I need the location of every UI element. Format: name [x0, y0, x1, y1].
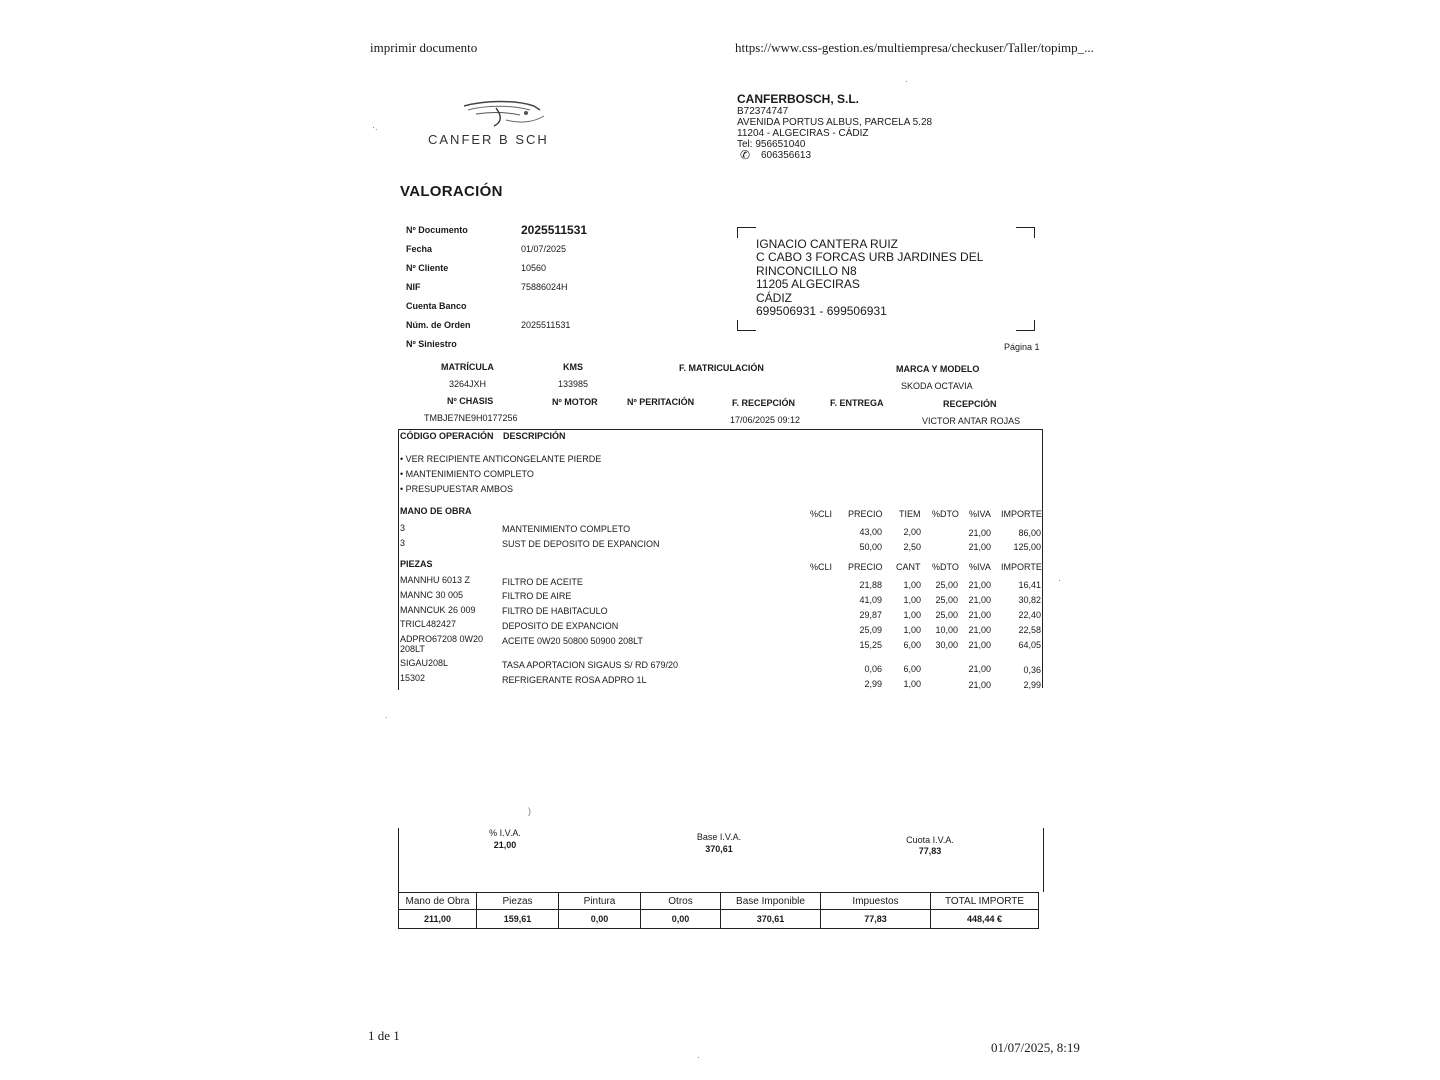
labor-section-title: MANO DE OBRA	[400, 506, 472, 516]
totals-header-impuestos: Impuestos	[821, 893, 931, 910]
scan-speck: ·	[1058, 575, 1061, 585]
part-desc: FILTRO DE AIRE	[502, 591, 572, 601]
logo-wordmark: CANFER B SCH	[428, 132, 549, 147]
vat-base-value: 370,61	[705, 844, 733, 854]
labor-col-iva: %IVA	[969, 509, 991, 519]
totals-mano-obra: 211,00	[399, 910, 477, 929]
totals-header-row	[399, 893, 1039, 910]
part-importe: 16,41	[1018, 580, 1041, 590]
part-desc: FILTRO DE ACEITE	[502, 577, 583, 587]
vehicle-header-chasis: Nº CHASIS	[447, 396, 494, 406]
part-precio: 15,25	[859, 640, 882, 650]
canferbosch-logo-icon	[456, 96, 552, 130]
part-cant: 1,00	[903, 610, 921, 620]
client-province: CÁDIZ	[756, 290, 792, 305]
part-code: SIGAU208L	[400, 658, 449, 668]
part-precio: 21,88	[859, 580, 882, 590]
field-label-documento: Nº Documento	[406, 225, 468, 235]
print-footer-datetime: 01/07/2025, 8:19	[991, 1040, 1080, 1055]
company-address: AVENIDA PORTUS ALBUS, PARCELA 5.28	[737, 117, 933, 128]
part-code-line-2: 208LT	[400, 644, 425, 654]
part-importe: 2,99	[1023, 680, 1041, 690]
labor-code: 3	[400, 523, 406, 533]
totals-header-otros: Otros	[641, 893, 721, 910]
parts-section-title: PIEZAS	[400, 559, 433, 569]
part-cant: 6,00	[903, 664, 921, 674]
labor-iva: 21,00	[968, 528, 991, 538]
part-desc: TASA APORTACION SIGAUS S/ RD 679/20	[502, 660, 679, 670]
parts-col-importe: IMPORTE	[1001, 562, 1042, 572]
company-cif: B72374747	[737, 106, 789, 117]
totals-pintura: 0,00	[559, 910, 641, 929]
field-label-fecha: Fecha	[406, 244, 433, 254]
scan-speck: ·	[697, 1052, 700, 1062]
part-cant: 1,00	[903, 580, 921, 590]
field-label-siniestro: Nº Siniestro	[406, 339, 457, 349]
part-code: TRICL482427	[400, 619, 457, 629]
operations-header-code: CÓDIGO OPERACIÓN	[400, 431, 494, 441]
totals-header-piezas: Piezas	[477, 893, 559, 910]
vehicle-frecepcion: 17/06/2025 09:12	[730, 415, 801, 425]
field-value-nif: 75886024H	[521, 282, 568, 292]
parts-col-cli: %CLI	[810, 562, 833, 572]
company-name: CANFERBOSCH, S.L.	[737, 92, 860, 106]
vehicle-recepcion: VICTOR ANTAR ROJAS	[922, 416, 1021, 426]
part-cant: 6,00	[903, 640, 921, 650]
labor-importe: 86,00	[1018, 528, 1041, 538]
field-value-cliente: 10560	[521, 263, 547, 273]
part-dto: 25,00	[935, 580, 958, 590]
vehicle-header-recepcion: RECEPCIÓN	[943, 399, 997, 409]
vehicle-header-fmatriculacion: F. MATRICULACIÓN	[679, 363, 764, 373]
field-label-cuenta: Cuenta Banco	[406, 301, 467, 311]
labor-precio: 50,00	[859, 542, 882, 552]
totals-header-mano-obra: Mano de Obra	[399, 893, 477, 910]
page-number: Página 1	[1004, 342, 1040, 352]
scan-speck: )	[528, 806, 531, 816]
client-name: IGNACIO CANTERA RUIZ	[756, 237, 899, 251]
part-precio: 2,99	[864, 679, 882, 689]
part-precio: 41,09	[859, 595, 882, 605]
labor-tiem: 2,00	[903, 527, 921, 537]
operation-item: • MANTENIMIENTO COMPLETO	[400, 469, 534, 479]
part-dto: 30,00	[935, 640, 958, 650]
operation-item: • PRESUPUESTAR AMBOS	[400, 484, 514, 494]
scan-speck: ·.	[372, 122, 378, 132]
client-street: C CABO 3 FORCAS URB JARDINES DEL	[756, 250, 984, 265]
client-postal: 11205 ALGECIRAS	[756, 277, 860, 292]
part-importe: 30,82	[1018, 595, 1041, 605]
client-street-2: RINCONCILLO N8	[756, 263, 857, 278]
part-precio: 29,87	[859, 610, 882, 620]
scan-speck: ·	[905, 76, 908, 86]
labor-desc: MANTENIMIENTO COMPLETO	[502, 524, 631, 534]
totals-piezas: 159,61	[477, 910, 559, 929]
part-code: MANNHU 6013 Z	[400, 575, 471, 585]
part-iva: 21,00	[968, 610, 991, 620]
field-label-nif: NIF	[406, 282, 421, 292]
vehicle-header-peritacion: Nº PERITACIÓN	[627, 397, 695, 407]
part-code: MANNC 30 005	[400, 590, 464, 600]
totals-header-total: TOTAL IMPORTE	[931, 893, 1039, 910]
parts-col-cant: CANT	[896, 562, 921, 572]
totals-header-base-imponible: Base Imponible	[721, 893, 821, 910]
part-importe: 64,05	[1018, 640, 1041, 650]
totals-value-row	[399, 910, 1039, 929]
totals-otros: 0,00	[641, 910, 721, 929]
part-dto: 25,00	[935, 595, 958, 605]
client-phone: 699506931 - 699506931	[756, 304, 887, 319]
vehicle-marca-modelo: SKODA OCTAVIA	[901, 381, 973, 391]
part-iva: 21,00	[968, 580, 991, 590]
part-importe: 22,40	[1018, 610, 1041, 620]
totals-table	[398, 892, 1039, 929]
totals-impuestos: 77,83	[821, 910, 931, 929]
part-precio: 0,06	[864, 664, 882, 674]
field-label-cliente: Nº Cliente	[406, 263, 449, 273]
part-dto: 10,00	[935, 625, 958, 635]
print-header-title: imprimir documento	[370, 40, 478, 55]
operations-box-tail	[398, 687, 399, 690]
part-cant: 1,00	[903, 595, 921, 605]
client-address-box	[737, 227, 1035, 331]
labor-desc: SUST DE DEPOSITO DE EXPANCION	[502, 539, 660, 549]
company-mobile-number: 606356613	[761, 150, 812, 161]
whatsapp-icon: ✆	[740, 148, 751, 162]
labor-iva: 21,00	[968, 542, 991, 552]
part-importe: 0,36	[1023, 665, 1041, 675]
part-code: MANNCUK 26 009	[400, 605, 476, 615]
labor-col-cli: %CLI	[810, 509, 833, 519]
vehicle-header-motor: Nº MOTOR	[552, 397, 598, 407]
part-iva: 21,00	[968, 640, 991, 650]
part-cant: 1,00	[903, 625, 921, 635]
totals-total-importe: 448,44 €	[931, 910, 1039, 929]
vat-cuota-value: 77,83	[918, 846, 942, 856]
vehicle-header-kms: KMS	[563, 362, 583, 372]
part-iva: 21,00	[968, 625, 991, 635]
part-desc: ACEITE 0W20 50800 50900 208LT	[502, 636, 643, 646]
totals-base-imponible: 370,61	[721, 910, 821, 929]
part-desc: FILTRO DE HABITACULO	[502, 606, 608, 616]
vehicle-header-fentrega: F. ENTREGA	[830, 398, 884, 408]
vat-base-label: Base I.V.A.	[696, 832, 742, 842]
document-title: VALORACIÓN	[400, 183, 503, 200]
vehicle-header-frecepcion: F. RECEPCIÓN	[732, 398, 796, 408]
vehicle-header-marca: MARCA Y MODELO	[896, 364, 980, 374]
labor-col-importe: IMPORTE	[1001, 509, 1042, 519]
labor-col-tiem: TIEM	[899, 509, 921, 519]
part-desc: REFRIGERANTE ROSA ADPRO 1L	[502, 675, 647, 685]
part-importe: 22,58	[1018, 625, 1041, 635]
parts-col-precio: PRECIO	[848, 562, 883, 572]
part-precio: 25,09	[859, 625, 882, 635]
company-mobile	[737, 150, 932, 161]
totals-header-pintura: Pintura	[559, 893, 641, 910]
part-dto: 25,00	[935, 610, 958, 620]
part-code: 15302	[400, 673, 426, 683]
part-code	[400, 634, 483, 654]
vat-pct-label: % I.V.A.	[489, 828, 521, 838]
labor-col-dto: %DTO	[932, 509, 959, 519]
labor-col-precio: PRECIO	[848, 509, 883, 519]
field-label-orden: Núm. de Orden	[406, 320, 471, 330]
labor-code: 3	[400, 538, 406, 548]
field-value-fecha: 01/07/2025	[521, 244, 567, 254]
vehicle-matricula: 3264JXH	[449, 379, 487, 389]
part-iva: 21,00	[968, 664, 991, 674]
vehicle-header-matricula: MATRÍCULA	[441, 362, 494, 372]
field-value-documento: 2025511531	[521, 223, 588, 237]
company-tel: Tel: 956651040	[737, 139, 806, 150]
scan-speck: .	[385, 710, 388, 720]
vat-cuota-label: Cuota I.V.A.	[906, 835, 954, 845]
print-header-url: https://www.css-gestion.es/multiempresa/checkuser/Taller/topimp_...	[735, 40, 1094, 55]
operation-item: • VER RECIPIENTE ANTICONGELANTE PIERDE	[400, 454, 602, 464]
labor-importe: 125,00	[1013, 542, 1041, 552]
vat-pct-value: 21,00	[493, 840, 517, 850]
field-value-orden: 2025511531	[521, 320, 571, 330]
part-code-line: ADPRO67208 0W20	[400, 634, 484, 644]
part-desc: DEPOSITO DE EXPANCION	[502, 621, 619, 631]
labor-precio: 43,00	[859, 527, 882, 537]
part-cant: 1,00	[903, 679, 921, 689]
company-info	[737, 92, 932, 161]
labor-tiem: 2,50	[903, 542, 921, 552]
vehicle-chasis: TMBJE7NE9H0177256	[424, 413, 518, 423]
part-iva: 21,00	[968, 680, 991, 690]
parts-col-dto: %DTO	[932, 562, 959, 572]
part-iva: 21,00	[968, 595, 991, 605]
parts-col-iva: %IVA	[969, 562, 991, 572]
company-city: 11204 - ALGECIRAS - CÁDIZ	[737, 128, 869, 139]
print-footer-page: 1 de 1	[368, 1028, 400, 1043]
vehicle-kms: 133985	[558, 379, 589, 389]
operations-header-description: DESCRIPCIÓN	[503, 431, 566, 441]
